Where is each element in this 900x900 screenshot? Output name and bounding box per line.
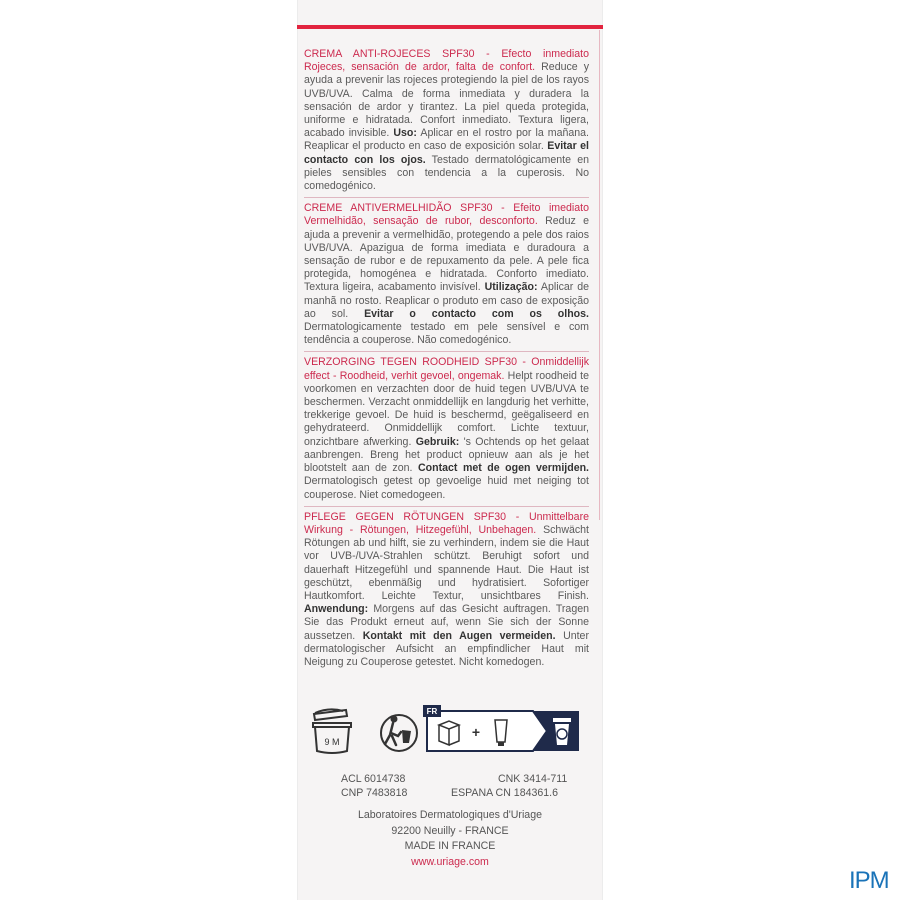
usage-label-de: Anwendung: [304, 603, 369, 616]
section-text-es-2: Aplicar en el rostro por la mañana. Reaplicar el producto en caso de exposición solar. [304, 127, 589, 153]
fold-edge-line [599, 30, 600, 520]
section-text-de-2: Morgens auf das Gesicht auftragen. Tragen Sie das Produkt erneut auf, wenn Sie sich der Sonne aussetzen. [304, 603, 589, 642]
cnp-code: CNP 7483818 [341, 787, 408, 799]
section-heading-nl: VERZORGING TEGEN ROODHEID SPF30 - Onmiddellijk effect - Roodheid, verhit gevoel, ongemak. [304, 356, 589, 382]
section-text-de-3: Unter dermatologischer Aufsicht an empfindlicher Haut mit Neigung zu Couperose getestet. Nicht komedogen. [304, 629, 589, 668]
ipm-watermark-text: IPM [849, 867, 889, 890]
section-heading-es: CREMA ANTI-ROJECES SPF30 - Efecto inmediato Rojeces, sensación de ardor, falta de confort. [304, 48, 589, 74]
warning-nl: Contact met de ogen vermijden. [417, 462, 589, 475]
origin-label: MADE IN FRANCE [404, 840, 496, 852]
triman-country: FR [426, 707, 438, 716]
section-text-nl-3: Dermatologisch getest op gevoelige huid met neiging tot couperose. Niet comedogeen. [304, 475, 589, 501]
section-es [304, 48, 589, 198]
tidyman-icon [379, 710, 419, 756]
product-box-side-panel [297, 0, 603, 900]
ipm-watermark-logo [849, 866, 893, 890]
usage-label-es: Uso: [393, 127, 417, 140]
section-text-nl-1: Helpt roodheid te voorkomen en verzachten door de huid tegen UVB/UVA te beschermen. Verzacht onmiddellijk en langdurig het verhitte, trekkerige gevoel. De huid is beschermd, geëgaliseerd en gehydrateerd. Onmiddellijk comfort. Lichte textuur, onzichtbare afwerking. [304, 369, 589, 448]
section-heading-de: PFLEGE GEGEN RÖTUNGEN SPF30 - Unmittelbare Wirkung - Rötungen, Hitzegefühl, Unbehagen. [304, 510, 589, 536]
acl-code: ACL 6014738 [341, 773, 406, 785]
section-text-pt-3: Dermatologicamente testado em pele sensível e com tendência a couperose. Não comedogénico. [304, 321, 589, 347]
section-de [304, 511, 589, 673]
plus-sign: + [471, 724, 481, 740]
section-pt [304, 202, 589, 352]
section-text-de-1: Schwächt Rötungen ab und hilft, sie zu verhindern, indem sie die Haut vor UVB-/UVA-Strahlen schützt. Beruhigt sofort und dauerhaft Hitzegefühl und spannende Haut. Die Haut ist geschützt, ebenmäßig und hydratisiert. Sofortiger Hautkomfort. Leichte Textur, unsichtbares Finish. [304, 523, 590, 602]
pao-label: 9 M [324, 737, 340, 747]
warning-pt: Evitar o contacto com os olhos. [364, 307, 589, 320]
section-nl [304, 356, 589, 506]
top-red-band [297, 25, 603, 29]
warning-es: Evitar el contacto con los ojos. [304, 140, 589, 166]
section-text-es-3: Testado dermatológicamente en pieles sensibles con tendencia a la cuperosis. No comedogénico. [304, 153, 589, 193]
warning-de: Kontakt mit den Augen vermeiden. [362, 629, 556, 642]
espana-code: ESPANA CN 184361.6 [451, 787, 558, 799]
triman-infotri-icon [423, 705, 579, 757]
website-link[interactable]: www.uriage.com [411, 855, 489, 868]
multilingual-description [304, 48, 589, 677]
usage-label-pt: Utilização: [484, 281, 538, 294]
cnk-code: CNK 3414-711 [498, 773, 568, 785]
section-text-nl-2: 's Ochtends op het gelaat aanbrengen. Breng het product opnieuw aan als je het blootstelt aan de zon. [304, 435, 589, 475]
open-jar-icon [309, 707, 355, 757]
section-heading-pt: CREME ANTIVERMELHIDÃO SPF30 - Efeito imediato Vermelhidão, sensação de rubor, desconforto. [304, 202, 589, 228]
manufacturer-address [297, 808, 603, 870]
recycling-symbols [309, 705, 589, 765]
usage-label-nl: Gebruik: [415, 435, 460, 448]
section-text-pt-1: Reduz e ajuda a prevenir a vermelhidão, protegendo a pele dos raios UVB/UVA. Apazigua de forma imediata e duradoura a sensação de rubor e de repuxamento da pele. A pele fica protegida, homogénea e hidratada. Conforto imediato. Textura ligeira, acabamento invisível. [304, 215, 589, 294]
section-text-pt-2: Aplicar de manhã no rosto. Reaplicar o produto em caso de exposição ao sol. [304, 281, 589, 320]
company-city: 92200 Neuilly - FRANCE [391, 824, 509, 837]
section-text-es-1: Reduce y ayuda a prevenir las rojeces protegiendo la piel de los rayos UVB/UVA. Calma de forma inmediata y duradera la sensación de ardor y tirantez. La piel queda protegida, uniforme e hidratada. Confort inmediato. Textura ligera, acabado invisible. [304, 61, 589, 140]
company-name: Laboratoires Dermatologiques d'Uriage [358, 809, 542, 821]
